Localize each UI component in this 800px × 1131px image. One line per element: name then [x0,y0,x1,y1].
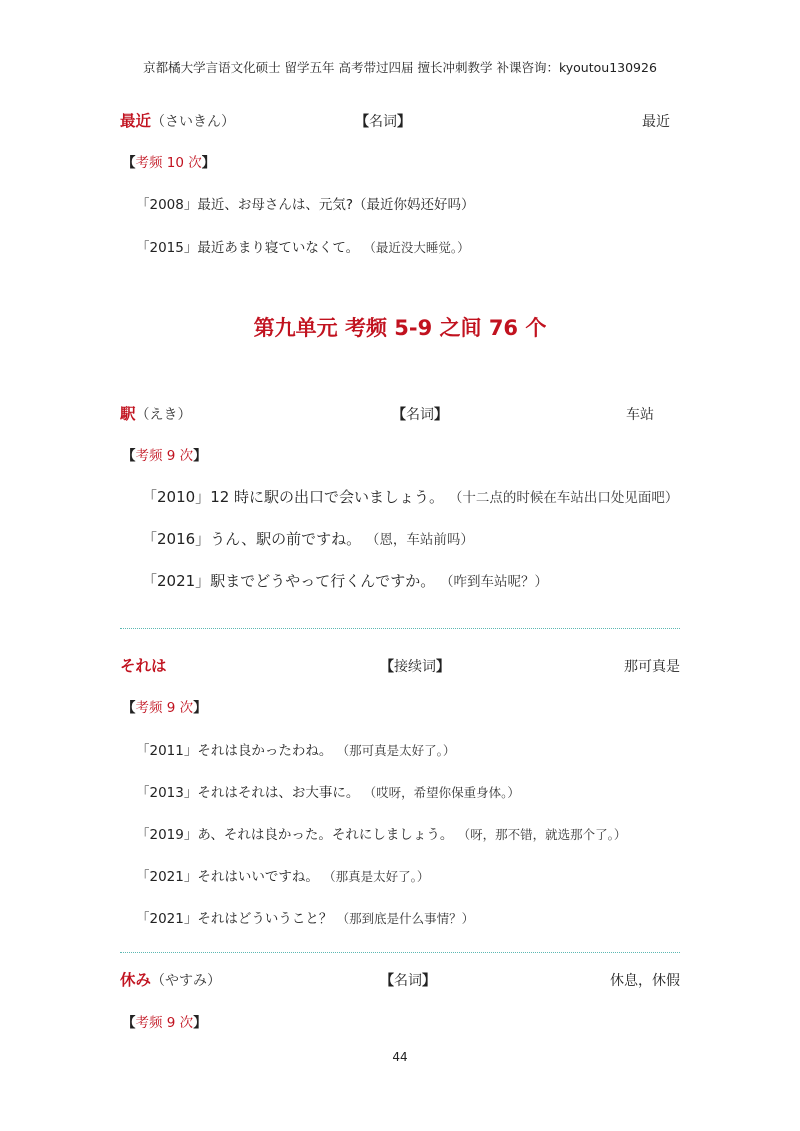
entry-word [120,402,192,424]
example-sentence: 「2021」それはどういうこと？ （那到底是什么事情？） [136,911,475,927]
part-of-speech: 【名词】 [355,114,411,130]
word-kanji: 休み [120,971,152,989]
word-kanji: 最近 [120,112,152,130]
example-sentence: 「2019」あ、それは良かった。それにしましょう。 （呀，那不错，就选那个了。） [136,827,627,843]
word-meaning: 车站 [626,407,654,423]
page-header: 京都橘大学言语文化硕士 留学五年 高考带过四届 擅长冲刺教学 补课咨询：kyoutou130926 [143,60,657,75]
frequency-badge: 【考频 9 次】 [122,700,207,716]
example-sentence: 「2021」駅までどうやって行くんですか。 （咋到车站呢？） [142,572,548,590]
part-of-speech: 【名词】 [392,407,448,423]
frequency-badge: 【考频 9 次】 [122,1015,207,1031]
example-sentence: 「2021」それはいいですね。 （那真是太好了。） [136,869,430,885]
section-divider [120,952,680,953]
entry-word [120,968,221,990]
frequency-badge: 【考频 9 次】 [122,448,207,464]
word-reading: （えき） [135,407,192,423]
example-sentence: 「2011」それは良かったわね。 （那可真是太好了。） [136,743,456,759]
unit-title: 第九单元 考频 5-9 之间 76 个 [253,316,547,340]
part-of-speech: 【名词】 [380,973,436,989]
entry-word [120,654,167,676]
part-of-speech: 【接续词】 [380,659,450,675]
frequency-badge: 【考频 10 次】 [122,155,216,171]
page-number: 44 [392,1050,408,1064]
example-sentence: 「2013」それはそれは、お大事に。 （哎呀，希望你保重身体。） [136,785,520,801]
example-sentence: 「2016」うん、駅の前ですね。 （恩，车站前吗） [142,530,474,548]
example-sentence: 「2015」最近あまり寝ていなくて。 （最近没大睡觉。） [136,240,470,256]
word-kanji: 駅 [120,405,136,423]
word-meaning: 休息，休假 [610,973,680,989]
example-sentence: 「2010」12 時に駅の出口で会いましょう。 （十二点的时候在车站出口处见面吧） [142,488,679,506]
word-meaning: 最近 [642,114,670,130]
word-kanji: それは [120,657,167,675]
word-reading: （やすみ） [151,973,222,989]
word-meaning: 那可真是 [624,659,680,675]
section-divider [120,628,680,629]
example-sentence: 「2008」最近、お母さんは、元気?（最近你妈还好吗） [136,197,475,213]
entry-word [120,109,235,131]
word-reading: （さいきん） [151,114,236,130]
